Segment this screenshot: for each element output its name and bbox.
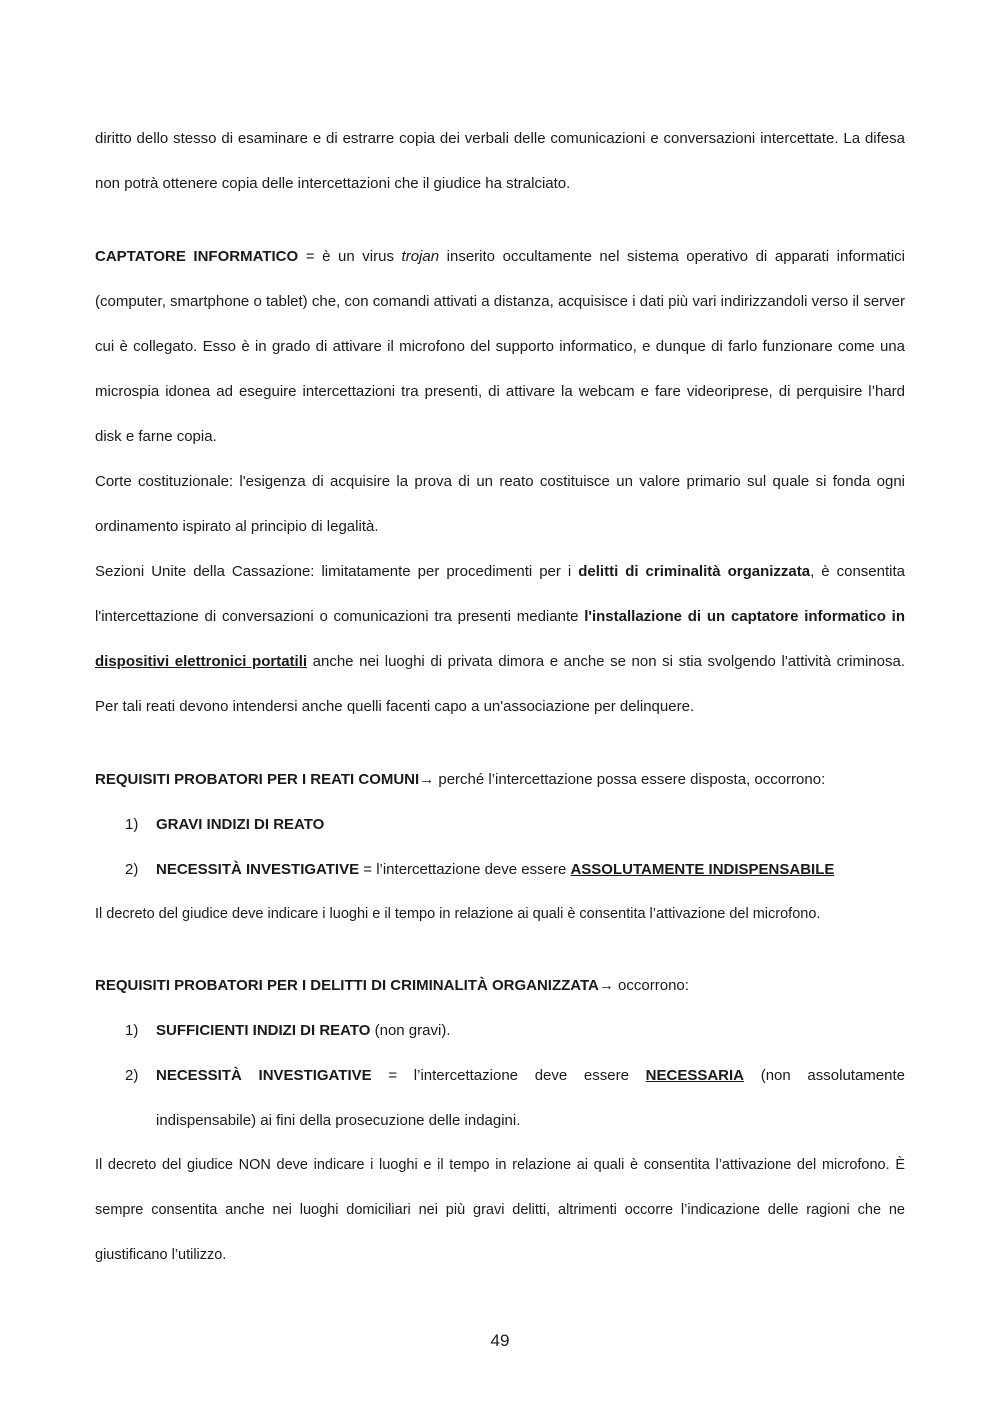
organizzata-list [95, 1008, 905, 1143]
sezioni-bold-2: l'installazione di un captatore informatico in [584, 608, 905, 625]
organizzata-heading-rest: occorrono: [613, 977, 689, 994]
list-number: 2) [125, 861, 139, 878]
organizzata-heading-title: REQUISITI PROBATORI PER I DELITTI DI CRIMINALITÀ ORGANIZZATA [95, 977, 599, 994]
list-item-text-rest: (non assolutamente indispensabile) ai fini della prosecuzione delle indagini. [156, 1067, 905, 1129]
list-number: 2) [125, 1067, 139, 1084]
list-item-bold: GRAVI INDIZI DI REATO [156, 816, 325, 833]
list-item-bold: NECESSITÀ INVESTIGATIVE [156, 861, 360, 878]
spacer [95, 937, 905, 963]
list-item [95, 802, 905, 847]
sezioni-text-2: , è consentita l'intercettazione di conversazioni o comunicazioni tra presenti mediante [95, 563, 905, 625]
list-item-bold-underline: ASSOLUTAMENTE INDISPENSABILE [570, 861, 835, 878]
comuni-note: Il decreto del giudice deve indicare i luoghi e il tempo in relazione ai quali è consentita l’attivazione del microfono. [95, 906, 821, 922]
sezioni-paragraph [95, 549, 905, 729]
document-page [95, 116, 905, 1278]
comuni-heading [95, 757, 905, 802]
intro-paragraph: diritto dello stesso di esaminare e di estrarre copia dei verbali delle comunicazioni e conversazioni intercettate. La difesa non potrà ottenere copia delle intercettazioni che il giudice ha stralciato. [95, 130, 905, 192]
list-number: 1) [125, 1022, 139, 1039]
arrow-icon: → [598, 977, 614, 994]
list-item-bold: SUFFICIENTI INDIZI DI REATO [156, 1022, 371, 1039]
list-item-text: = l’intercettazione deve essere [371, 1067, 646, 1084]
spacer [95, 729, 905, 757]
captatore-trojan: trojan [401, 248, 440, 265]
captatore-term: CAPTATORE INFORMATICO [95, 248, 299, 265]
list-item-text: = l’intercettazione deve essere [359, 861, 571, 878]
comuni-list [95, 802, 905, 892]
sezioni-bold-1: delitti di criminalità organizzata [578, 563, 811, 580]
list-item-text: (non gravi). [370, 1022, 451, 1039]
comuni-heading-title: REQUISITI PROBATORI PER I REATI COMUNI [95, 771, 420, 788]
sezioni-bold-underline: dispositivi elettronici portatili [95, 653, 308, 670]
list-item [95, 847, 905, 892]
captatore-text-2: inserito occultamente nel sistema operativo di apparati informatici (computer, smartphone o tablet) che, con comandi attivati a distanza, acquisisce i dati più vari indirizzandoli verso il server cui è collegato. Esso è in grado di attivare il microfono del supporto informatico, e dunque di farlo funzionare come una microspia idonea ad eseguire intercettazioni tra presenti, di attivare la webcam e fare videoriprese, di perquisire l’hard disk e farne copia. [95, 248, 905, 445]
comuni-heading-rest: perché l’intercettazione possa essere disposta, occorrono: [434, 771, 826, 788]
page-number: 49 [490, 1331, 510, 1350]
captatore-text-1: = è un virus [298, 248, 402, 265]
list-item-bold-underline: NECESSARIA [645, 1067, 745, 1084]
arrow-icon: → [419, 771, 435, 788]
organizzata-heading [95, 963, 905, 1008]
list-item [95, 1053, 905, 1143]
spacer [95, 206, 905, 234]
corte-paragraph: Corte costituzionale: l'esigenza di acquisire la prova di un reato costituisce un valore primario sul quale si fonda ogni ordinamento ispirato al principio di legalità. [95, 473, 905, 535]
list-item-bold: NECESSITÀ INVESTIGATIVE [156, 1067, 372, 1084]
organizzata-note: Il decreto del giudice NON deve indicare i luoghi e il tempo in relazione ai quali è consentita l’attivazione del microfono. È sempre consentita anche nei luoghi domiciliari nei più gravi delitti, altrimenti occorre l’indicazione delle ragioni che ne giustificano l’utilizzo. [95, 1157, 905, 1263]
sezioni-text-3: anche nei luoghi di privata dimora e anche se non si stia svolgendo l'attività criminosa. Per tali reati devono intendersi anche quelli facenti capo a un'associazione per delinquere. [95, 653, 905, 715]
captatore-paragraph [95, 234, 905, 459]
list-item [95, 1008, 905, 1053]
sezioni-text-1: Sezioni Unite della Cassazione: limitatamente per procedimenti per i [95, 563, 579, 580]
list-number: 1) [125, 816, 139, 833]
